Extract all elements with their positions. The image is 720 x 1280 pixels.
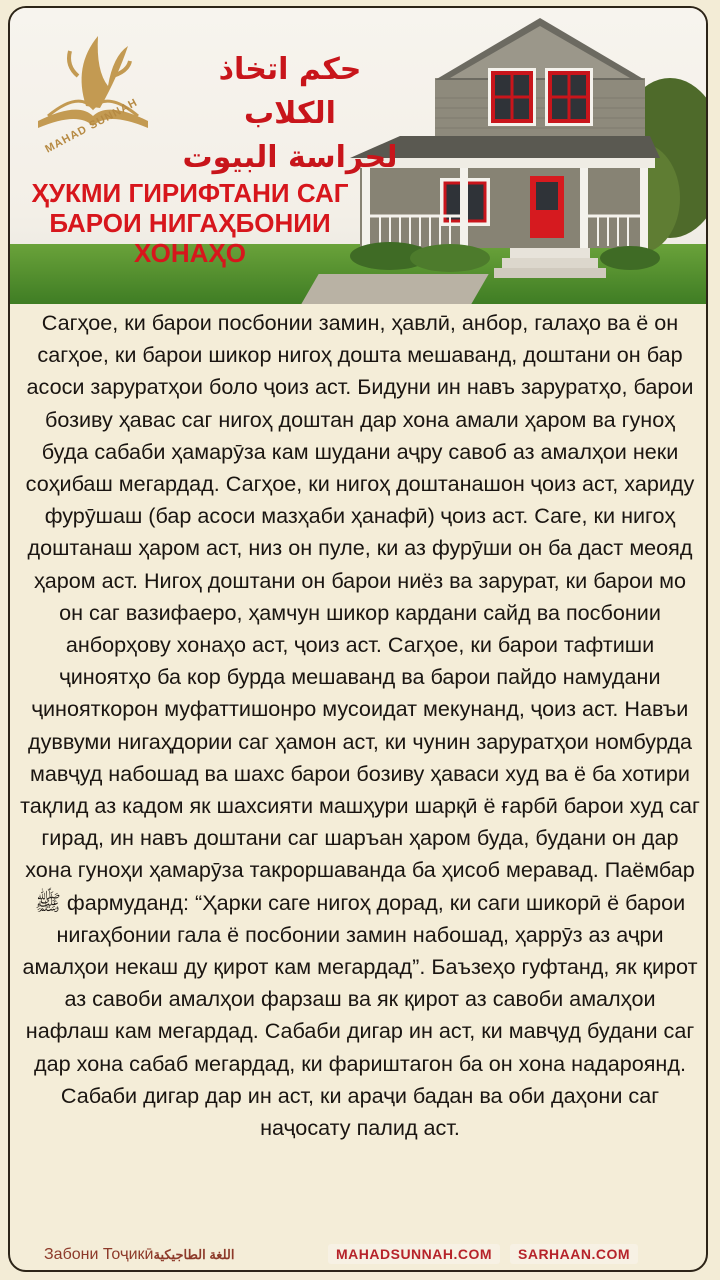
arabic-title-line2: لحراسة البيوت [182, 140, 398, 175]
language-label-tajik: Забони Тоҷикӣ [44, 1246, 154, 1263]
arabic-title [170, 48, 410, 180]
arabic-title-line1: حكم اتخاذ الكلاب [218, 52, 362, 131]
poster-frame [8, 6, 708, 1272]
tajik-title: ҲУКМИ ГИРИФТАНИ САГ БАРОИ НИГАҲБОНИИ ХОНАҲО [31, 178, 349, 268]
logo-text: MAHAD SUNNAH [43, 96, 140, 156]
article-text: Сагҳое, ки барои посбонии замин, ҳавлӣ, анбор, галаҳо ва ё он сагҳое, ки барои шикор нигоҳ дошта мешаванд, доштани он бар асоси заруратҳои боло ҷоиз аст. Бидуни ин навъ заруратҳо, барои бозиву ҳавас саг нигоҳ доштан дар хона амали ҳаром ва гуноҳ буда сабаби ҳамарӯза кам шудани аҷру савоб аз амалҳои неки соҳибаш мегардад. Сагҳое, ки нигоҳ доштанашон ҷоиз аст, хариду фурӯшаш (бар асоси мазҳаби ҳанафӣ) ҷоиз аст. Саге, ки нигоҳ доштанаш ҳаром аст, низ он пуле, ки аз фурӯши он ба даст меояд ҳаром аст. Нигоҳ доштани он барои ниёз ва зарурат, ки барои мо он саг вазифаеро, ҳамчун шикор кардани сайд ва посбонии анборҳову хонаҳо аст, ҷоиз аст. Сагҳое, ки барои тафтиши ҷиноятҳо ба кор бурда мешаванд ва барои пайдо намудани ҷинояткорон муфаттишонро мусоидат мекунанд, ҷоиз аст. Навъи дуввуми нигаҳдории саг ҳамон аст, ки чунин заруратҳои номбурда мавҷуд набошад ва шахс барои бозиву ҳаваси худ ва ё ба хотири тақлид аз кадом як шахсияти машҳури шарқӣ ё ғарбӣ барои худ саг гирад, ин навъ доштани саг шаръан ҳаром буда, будани он дар хона гуноҳи ҳамарӯза такроршаванда ба ҳисоб меравад. Паёмбар ﷺ фармуданд: “Ҳарки саге нигоҳ дорад, ки саги шикорӣ ё барои нигаҳбонии гала ё посбонии замин набошад, ҳаррӯз аз аҷри амалҳои некаш ду қирот кам мегардад”. Баъзеҳо гуфтанд, як қирот аз савоби амалҳои фарзаш ва як қирот аз савоби амалҳои нафлаш кам мегардад. Сабаби дигар ин аст, ки мавҷуд будани саг дар хона сабаб мегардад, ки фариштагон ба он хона надароянд. Сабаби дигар дар ин аст, ки араҷи бадан ва оби даҳони саг наҷосату палид аст. [20, 310, 700, 1141]
footer [10, 1240, 708, 1270]
header-banner [10, 8, 708, 304]
site-link-sarhaan[interactable]: SARHAAN.COM [510, 1244, 638, 1264]
mahad-sunnah-logo [18, 16, 168, 166]
language-label [44, 1246, 234, 1264]
site-link-mahadsunnah[interactable]: MAHADSUNNAH.COM [328, 1244, 500, 1264]
language-label-arabic: اللغة الطاجيكية [153, 1247, 235, 1262]
